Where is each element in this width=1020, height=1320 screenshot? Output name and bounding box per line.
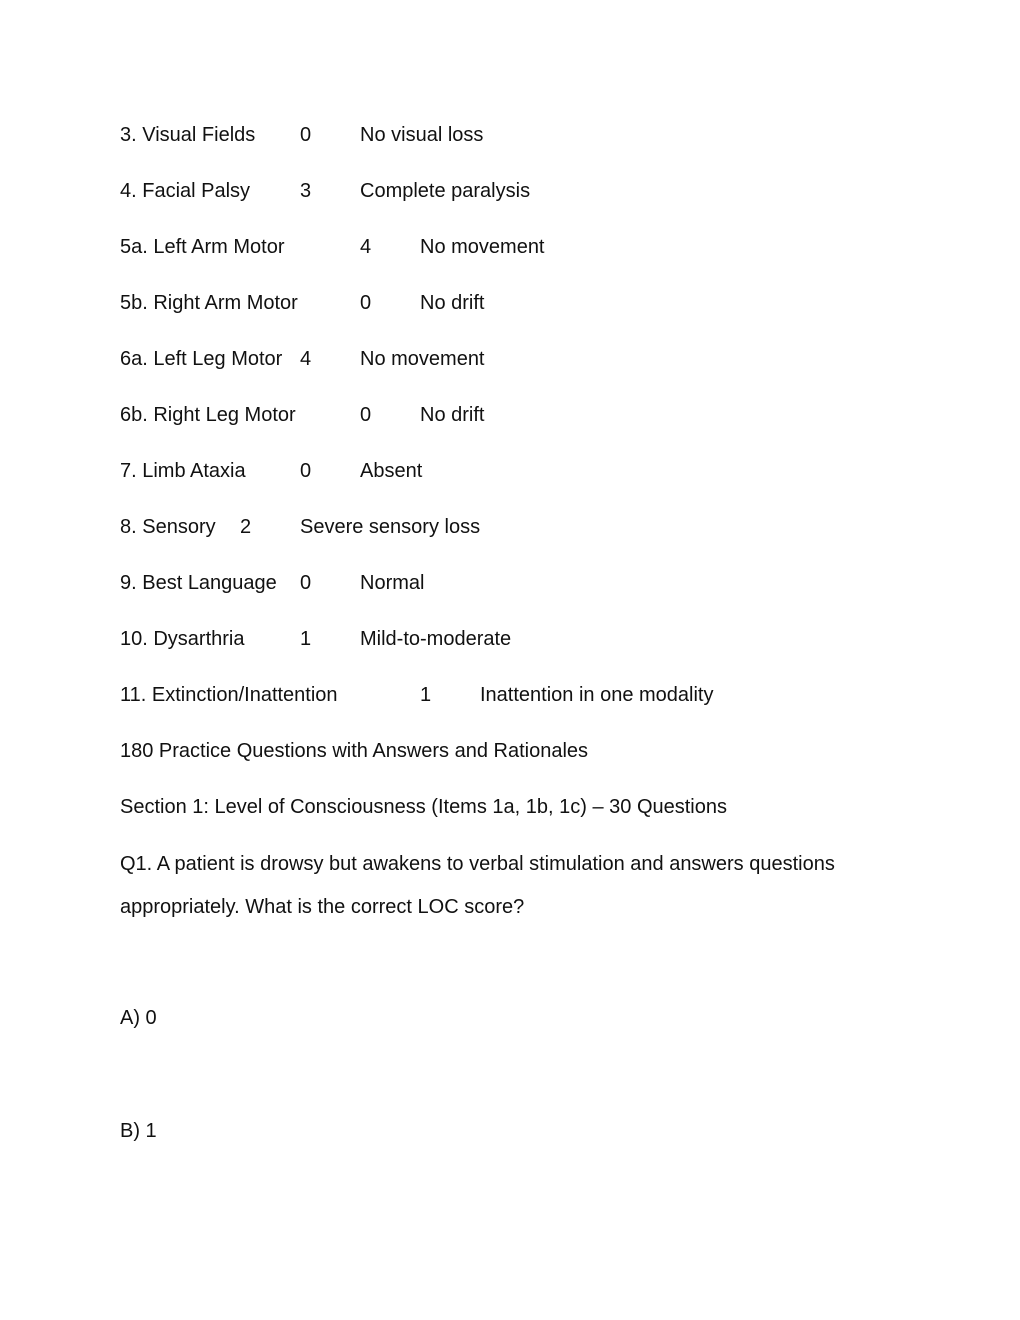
item-name: 5a. Left Arm Motor	[120, 236, 285, 258]
answer-option-a: A) 0	[120, 1007, 157, 1029]
answer-option-b: B) 1	[120, 1120, 157, 1142]
item-description: Mild-to-moderate	[360, 628, 512, 650]
item-score: 1	[300, 628, 312, 650]
item-score: 2	[240, 516, 252, 538]
item-description: Normal	[360, 572, 425, 594]
item-name: 6b. Right Leg Motor	[120, 404, 296, 426]
item-name: 9. Best Language	[120, 572, 277, 594]
item-score: 1	[420, 684, 432, 706]
section-title: Section 1: Level of Consciousness (Items 1a, 1b, 1c) – 30 Questions	[120, 796, 727, 818]
item-name: 3. Visual Fields	[120, 124, 256, 146]
item-description: Complete paralysis	[360, 180, 531, 202]
item-description: No drift	[420, 404, 485, 426]
item-description: Inattention in one modality	[480, 684, 714, 706]
item-name: 11. Extinction/Inattention	[120, 684, 338, 706]
item-score: 4	[360, 236, 372, 258]
item-name: 7. Limb Ataxia	[120, 460, 246, 482]
item-score: 0	[300, 460, 312, 482]
item-name: 5b. Right Arm Motor	[120, 292, 298, 314]
item-name: 10. Dysarthria	[120, 628, 245, 650]
question-text: Q1. A patient is drowsy but awakens to verbal stimulation and answers questions appropriately. What is the correct LOC score?	[120, 853, 835, 918]
item-description: No drift	[420, 292, 485, 314]
item-description: No movement	[420, 236, 545, 258]
document-heading: 180 Practice Questions with Answers and Rationales	[120, 740, 589, 762]
item-description: Severe sensory loss	[300, 516, 481, 538]
item-score: 0	[300, 572, 312, 594]
item-score: 0	[360, 292, 372, 314]
item-description: No visual loss	[360, 124, 484, 146]
item-score: 3	[300, 180, 312, 202]
item-description: No movement	[360, 348, 485, 370]
item-score: 0	[360, 404, 372, 426]
item-name: 6a. Left Leg Motor	[120, 348, 283, 370]
item-score: 4	[300, 348, 312, 370]
item-name: 4. Facial Palsy	[120, 180, 251, 202]
item-name: 8. Sensory	[120, 516, 216, 538]
item-score: 0	[300, 124, 312, 146]
item-description: Absent	[360, 460, 423, 482]
